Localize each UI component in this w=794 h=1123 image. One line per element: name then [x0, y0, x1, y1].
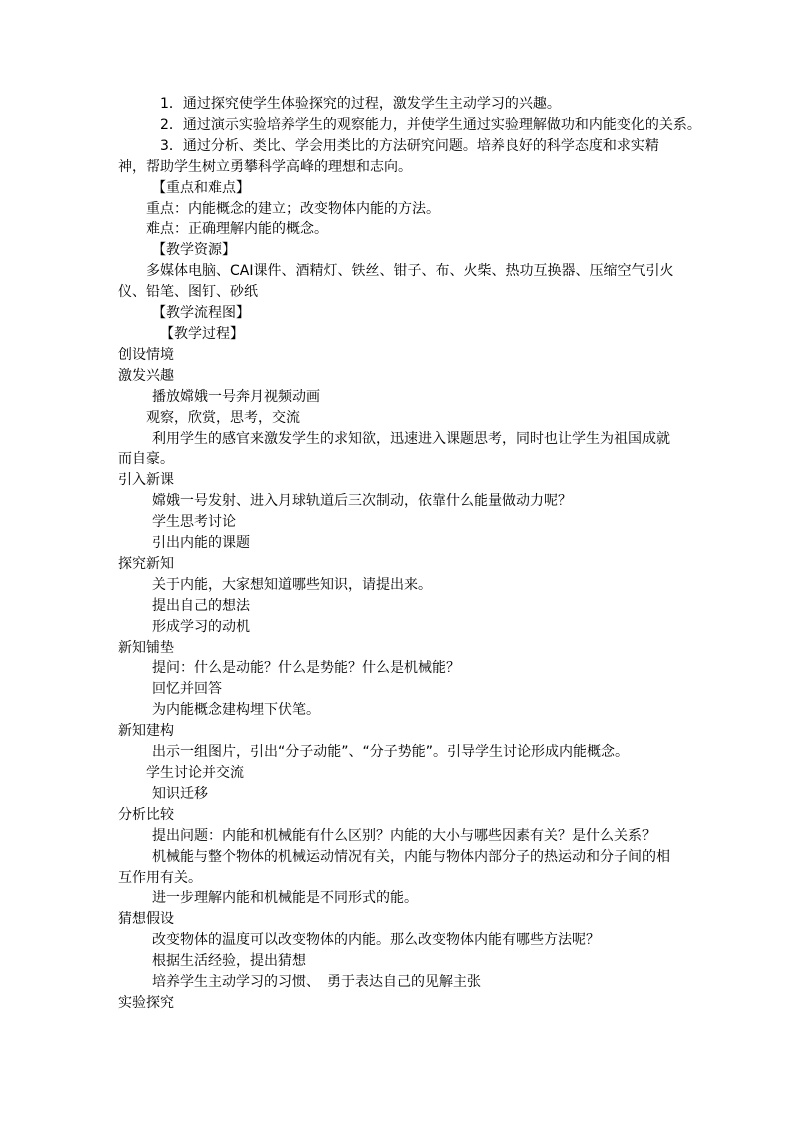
stage-item: 提出问题：内能和机械能有什么区别？内能的大小与哪些因素有关？是什么关系？ [152, 827, 656, 844]
stage-title: 创设情境 [118, 346, 174, 363]
stage-item: 出示一组图片，引出“分子动能”、“分子势能”。引导学生讨论形成内能概念。 [152, 744, 630, 761]
stage-item: 提出自己的想法 [152, 597, 250, 614]
stage-item: 为内能概念建构埋下伏笔。 [152, 702, 320, 719]
stage-item: 播放嫦娥一号奔月视频动画 [152, 388, 320, 405]
document-page [118, 94, 701, 1014]
stage-item: 回忆并回答 [152, 681, 222, 698]
stage-item: 嫦娥一号发射、进入月球轨道后三次制动，依靠什么能量做动力呢？ [152, 493, 572, 510]
stage-title: 激发兴趣 [118, 367, 174, 384]
goal-1: 1．通过探究使学生体验探究的过程，激发学生主动学习的兴趣。 [160, 96, 561, 112]
key-heading: 【重点和难点】 [152, 179, 250, 196]
stage-item: 引出内能的课题 [152, 535, 250, 552]
process-heading: 【教学过程】 [160, 325, 244, 342]
stage-title: 分析比较 [118, 806, 174, 823]
stage-item: 进一步理解内能和机械能是不同形式的能。 [152, 890, 418, 907]
stage-item: 根据生活经验，提出猜想 [152, 953, 306, 970]
stage-item: 利用学生的感官来激发学生的求知欲，迅速进入课题思考，同时也让学生为祖国成就而自豪。 [118, 430, 670, 468]
key-point: 重点：内能概念的建立；改变物体内能的方法。 [146, 200, 440, 217]
stage-title: 新知建构 [118, 723, 174, 740]
difficult-point: 难点：正确理解内能的概念。 [146, 221, 328, 238]
stage-title: 实验探究 [118, 994, 174, 1011]
stage-item: 知识迁移 [152, 785, 208, 802]
stage-item: 形成学习的动机 [152, 618, 250, 635]
stage-title: 探究新知 [118, 555, 174, 572]
stage-item: 提问：什么是动能？什么是势能？什么是机械能？ [152, 660, 460, 677]
goal-2: 2．通过演示实验培养学生的观察能力，并使学生通过实验理解做功和内能变化的关系。 [160, 116, 701, 133]
stage-item: 改变物体的温度可以改变物体的内能。那么改变物体内能有哪些方法呢？ [152, 932, 600, 949]
stage-item: 学生思考讨论 [152, 514, 236, 531]
resources-text: 多媒体电脑、CAI课件、酒精灯、铁丝、钳子、布、火柴、热功互换器、压缩空气引火仪、铅笔、图钉、砂纸 [118, 263, 674, 301]
flowchart-heading: 【教学流程图】 [152, 305, 250, 322]
stage-item: 观察，欣赏，思考，交流 [146, 409, 300, 426]
stage-item: 机械能与整个物体的机械运动情况有关，内能与物体内部分子的热运动和分子间的相互作用有关。 [118, 848, 670, 886]
resources-heading: 【教学资源】 [152, 242, 236, 259]
stage-title: 引入新课 [118, 472, 174, 489]
stage-title: 新知铺垫 [118, 639, 174, 656]
stage-title: 猜想假设 [118, 911, 174, 928]
stage-item: 关于内能，大家想知道哪些知识，请提出来。 [152, 576, 432, 593]
goal-3: 3．通过分析、类比、学会用类比的方法研究问题。培养良好的科学态度和求实精神，帮助学生树立勇攀科学高峰的理想和志向。 [118, 137, 659, 175]
stage-item: 学生讨论并交流 [146, 765, 244, 781]
stage-item: 培养学生主动学习的习惯、 勇于表达自己的见解主张 [152, 974, 481, 991]
